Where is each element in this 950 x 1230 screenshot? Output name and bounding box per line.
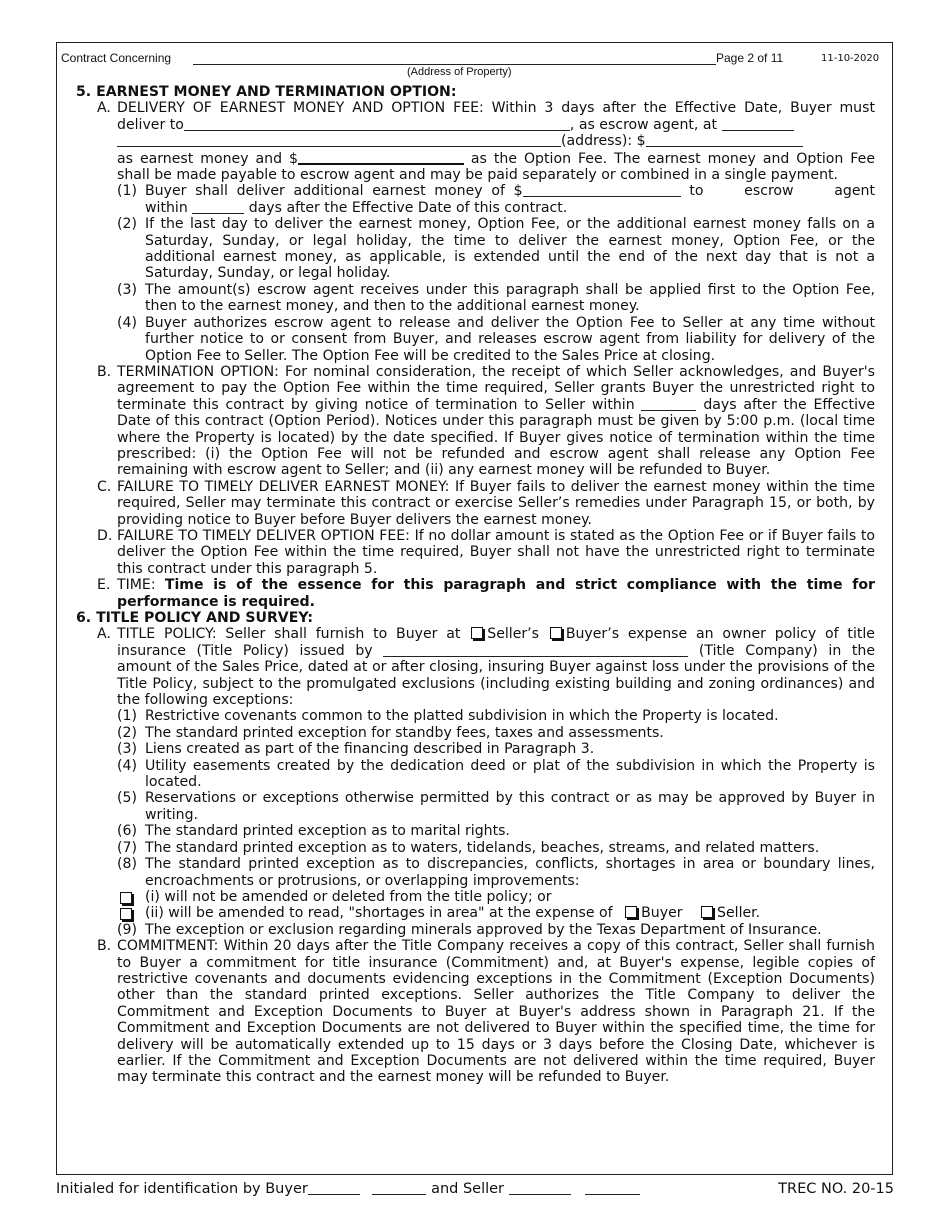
- shortages-buyer-checkbox[interactable]: [625, 906, 637, 918]
- para-label: C.: [97, 478, 112, 495]
- option-ii-checkbox[interactable]: [120, 908, 132, 920]
- section-6a: [60, 626, 875, 708]
- item-text: The standard printed exception as to waters, tidelands, beaches, streams, and related matters.: [145, 839, 820, 856]
- page-footer: [56, 1181, 894, 1197]
- section-5c: [60, 479, 875, 528]
- item-text: Buyer shall deliver additional earnest money of $: [145, 183, 523, 200]
- para-label: B.: [97, 938, 112, 955]
- buyer-expense-checkbox[interactable]: [550, 627, 562, 639]
- item-label: (1): [117, 708, 137, 725]
- section-5d: [60, 528, 875, 577]
- form-number: TREC NO. 20-15: [778, 1181, 894, 1197]
- option-fee-amount-field[interactable]: [298, 150, 464, 165]
- additional-earnest-money-field[interactable]: [523, 183, 681, 197]
- item-label: (8): [117, 856, 137, 873]
- section-5b: [60, 364, 875, 479]
- para-text: TIME:: [117, 577, 165, 594]
- contract-concerning-label: Contract Concerning: [61, 51, 172, 65]
- para-text: DELIVERY OF EARNEST MONEY AND OPTION FEE: Within 3 days after the Effective Date, Buyer must deliver to: [117, 100, 875, 133]
- item-label: (4): [117, 314, 137, 331]
- section-5a: [60, 100, 875, 183]
- escrow-agent-field[interactable]: [184, 117, 570, 131]
- document-body: [60, 84, 875, 1086]
- section-5a-item-3: [60, 282, 875, 315]
- item-label: (1): [117, 183, 137, 200]
- item-label: (6): [117, 823, 137, 840]
- item-text: days after the Effective Date of this contract.: [248, 199, 568, 216]
- shortages-seller-checkbox[interactable]: [701, 906, 713, 918]
- option-label: Seller’s: [487, 626, 539, 643]
- section-6-title: 6. TITLE POLICY AND SURVEY:: [76, 610, 313, 626]
- item-text: Buyer authorizes escrow agent to release and deliver the Option Fee to Seller at any time without further notice to or consent from Buyer, and releases escrow agent from liability for delivery of the Option Fee to Seller. The Option Fee will be credited to the Sales Price at closing.: [145, 314, 875, 364]
- option-period-days-field[interactable]: [641, 397, 696, 411]
- item-text: The standard printed exception for standby fees, taxes and assessments.: [145, 724, 664, 741]
- option-label: Seller.: [717, 905, 761, 922]
- para-label: B.: [97, 363, 112, 380]
- item-text: The amount(s) escrow agent receives under this paragraph shall be applied first to the Option Fee, then to the earnest money, and then to the additional earnest money.: [145, 281, 875, 315]
- buyer-initials-1[interactable]: [308, 1181, 360, 1195]
- section-6a-item-9: [60, 922, 875, 938]
- seller-initials-1[interactable]: [509, 1181, 571, 1195]
- para-label: A.: [97, 100, 111, 117]
- item-label: (7): [117, 839, 137, 856]
- item-label: (3): [117, 281, 137, 298]
- buyer-initials-2[interactable]: [372, 1181, 426, 1195]
- item-text: Reservations or exceptions otherwise permitted by this contract or as may be approved by Buyer in writing.: [145, 790, 875, 823]
- section-5a-item-4: [60, 315, 875, 364]
- seller-initials-2[interactable]: [585, 1181, 640, 1195]
- item-label: (9): [117, 921, 137, 938]
- para-label: E.: [97, 577, 111, 594]
- para-text: as earnest money and $: [117, 150, 298, 167]
- section-5a-item-1: [60, 183, 875, 216]
- section-5e: [60, 577, 875, 610]
- para-text: FAILURE TO TIMELY DELIVER EARNEST MONEY: If Buyer fails to deliver the earnest money within the time required, Seller may terminate this contract or exercise Seller’s remedies under Paragraph 15, or both, by providing notice to Buyer before Buyer delivers the earnest money.: [117, 478, 875, 528]
- section-6a-item-1: [60, 708, 875, 724]
- item-text: Utility easements created by the dedication deed or plat of the subdivision in which the Property is located.: [145, 757, 875, 791]
- para-text: as the Option Fee. The earnest money and Option Fee shall be made payable to escrow agent and may be paid separately or combined in a single payment.: [117, 150, 875, 184]
- section-6a-item-8: [60, 856, 875, 889]
- address-caption: (Address of Property): [407, 66, 512, 78]
- item-text: If the last day to deliver the earnest money, Option Fee, or the additional earnest money falls on a Saturday, Sunday, or legal holiday, the time to deliver the earnest money, Option Fee, or the additional earnest money, as applicable, is extended until the end of the next day that is not a Saturday, Sunday, or legal holiday.: [145, 216, 875, 282]
- item-label: (3): [117, 741, 137, 758]
- para-text: days after the Effective Date of this contract (Option Period). Notices under this paragraph must be given by 5:00 p.m. (local time where the Property is located) by the date specified. If Buyer gives notice of termination within the time prescribed: (i) the Option Fee will not be refunded and escrow agent shall release any Option Fee remaining with escrow agent to Seller; and (ii) any earnest money will be refunded to Buyer.: [117, 396, 875, 479]
- page-number: Page 2 of 11: [716, 51, 784, 65]
- para-text: TERMINATION OPTION: For nominal consideration, the receipt of which Seller acknowledges, and Buyer's agreement to pay the Option Fee within the time required, Seller grants Buyer the unrestricted right to terminate this contract by giving notice of termination to Seller within: [117, 363, 875, 413]
- section-5a-item-2: [60, 216, 875, 282]
- escrow-address-field-1[interactable]: [722, 117, 794, 131]
- para-text: FAILURE TO TIMELY DELIVER OPTION FEE: If no dollar amount is stated as the Option Fee or if Buyer fails to deliver the Option Fee within the time required, Buyer shall not have the unrestricted right to terminate this contract under this paragraph 5.: [117, 527, 875, 577]
- item-label: (2): [117, 216, 137, 233]
- shortages-option-i: [60, 889, 875, 905]
- seller-expense-checkbox[interactable]: [471, 627, 483, 639]
- item-label: (2): [117, 724, 137, 741]
- item-text: The standard printed exception as to marital rights.: [145, 823, 510, 840]
- para-label: D.: [97, 527, 113, 544]
- additional-money-days-field[interactable]: [192, 200, 244, 214]
- para-text: COMMITMENT: Within 20 days after the Title Company receives a copy of this contract, Seller shall furnish to Buyer a commitment for title insurance (Commitment) and, at Buyer's expense, legible copies of restrictive covenants and documents evidencing exceptions in the Commitment (Exception Documents) other than the standard printed exceptions. Seller authorizes the Title Company to deliver the Commitment and Exception Documents to Buyer at Buyer's address shown in Paragraph 21. If the Commitment and Exception Documents are not delivered to Buyer within the specified time, the time for delivery will be automatically extended up to 15 days or 3 days before the Closing Date, whichever is earlier. If the Commitment and Exception Documents are not delivered within the time required, Buyer may terminate this contract and the earnest money will be refunded to Buyer.: [117, 938, 875, 1086]
- option-text: (ii) will be amended to read, "shortages in area" at the expense of: [145, 905, 613, 922]
- section-6a-item-2: [60, 725, 875, 741]
- item-text: Restrictive covenants common to the platted subdivision in which the Property is located.: [145, 708, 779, 725]
- para-text: , as escrow agent, at: [569, 116, 718, 133]
- shortages-option-ii: [60, 905, 875, 921]
- option-label: Buyer’s expense an owner policy of title insurance (Title Policy) issued by: [117, 626, 875, 659]
- para-label: A.: [97, 626, 111, 643]
- earnest-money-amount-field[interactable]: [646, 133, 803, 147]
- form-date: 11-10-2020: [821, 53, 880, 64]
- section-6a-item-6: [60, 823, 875, 839]
- option-i-checkbox[interactable]: [120, 892, 132, 904]
- section-6a-item-5: [60, 790, 875, 823]
- item-text: The standard printed exception as to discrepancies, conflicts, shortages in area or boundary lines, encroachments or protrusions, or overlapping improvements:: [145, 856, 875, 889]
- and-seller-label: and Seller: [431, 1181, 505, 1197]
- option-label: Buyer: [641, 905, 683, 922]
- section-5-title: 5. EARNEST MONEY AND TERMINATION OPTION:: [76, 84, 457, 100]
- initials-label: Initialed for identification by Buyer: [56, 1181, 308, 1197]
- item-label: (5): [117, 790, 137, 807]
- item-label: (4): [117, 757, 137, 774]
- item-text: Liens created as part of the financing described in Paragraph 3.: [145, 741, 595, 758]
- section-6a-item-3: [60, 741, 875, 757]
- para-text: TITLE POLICY: Seller shall furnish to Buyer at: [117, 626, 461, 643]
- item-text: to escrow agent within: [145, 183, 876, 216]
- para-text: (Title Company) in the amount of the Sales Price, dated at or after closing, insuring Buyer against loss under the provisions of the Title Policy, subject to the promulgated exclusions (including existing building and zoning ordinances) and the following exceptions:: [117, 642, 876, 709]
- escrow-address-field-2[interactable]: [117, 133, 561, 147]
- section-6a-item-7: [60, 840, 875, 856]
- para-bold-text: Time is of the essence for this paragraph and strict compliance with the time for performance is required.: [117, 577, 875, 610]
- option-text: (i) will not be amended or deleted from the title policy; or: [145, 888, 552, 905]
- section-6b: [60, 938, 875, 1086]
- para-text: (address): $: [561, 133, 646, 150]
- title-company-field[interactable]: [383, 643, 688, 657]
- section-6a-item-4: [60, 758, 875, 791]
- item-text: The exception or exclusion regarding minerals approved by the Texas Department of Insurance.: [145, 921, 822, 938]
- property-address-field[interactable]: [193, 64, 716, 65]
